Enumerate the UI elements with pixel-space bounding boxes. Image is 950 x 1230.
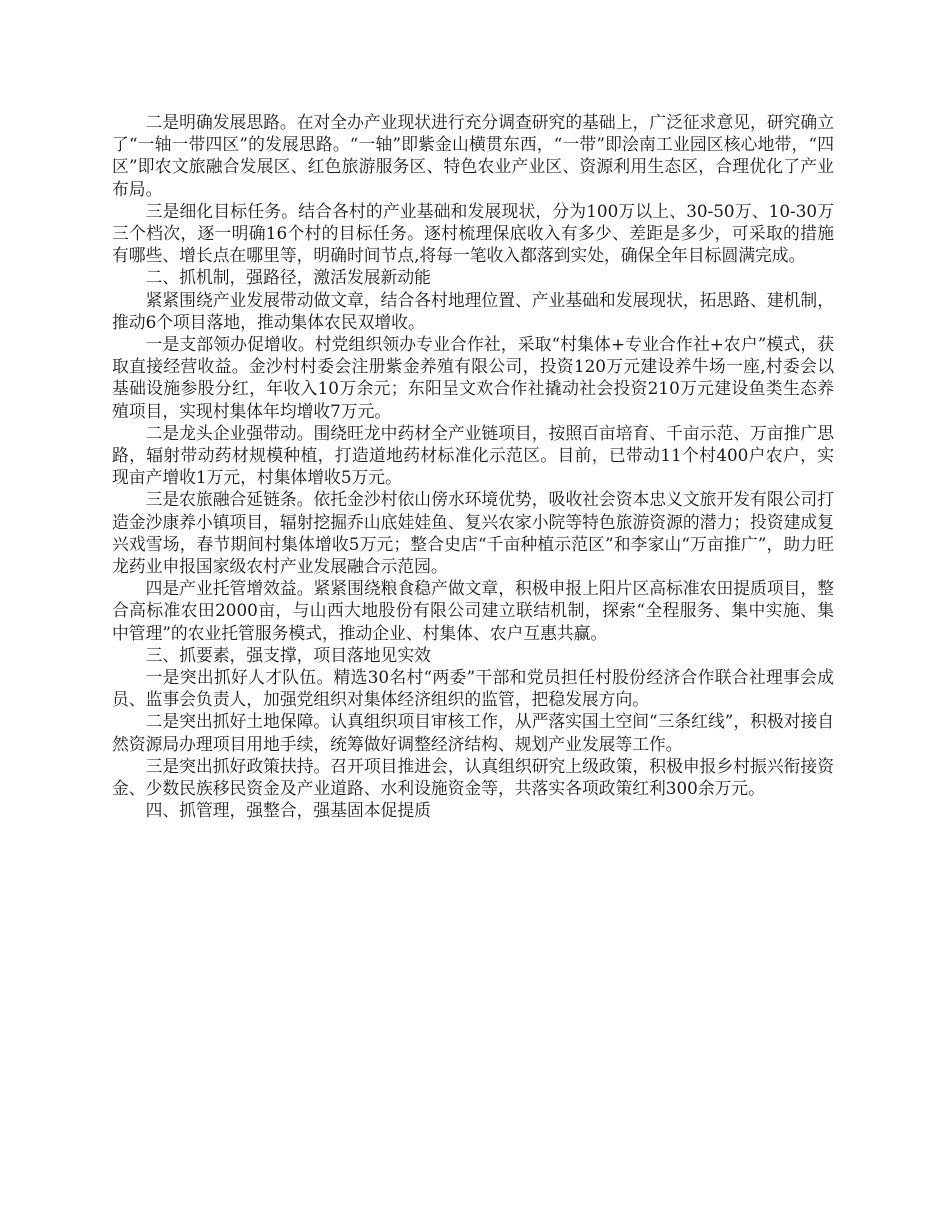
paragraph-branch-led-income: 一是支部领办促增收。村党组织领办专业合作社，采取“村集体+专业合作社+农户”模式，获取直接经营收益。金沙村村委会注册紫金养殖有限公司，投资120万元建设养牛场一座,村委会以基础设施参股分红，年收入10万余元；东阳呈文欢合作社撬动社会投资210万元建设鱼类生态养殖项目，实现村集体年均增收7万元。 — [112, 334, 834, 421]
paragraph-leading-enterprise: 二是龙头企业强带动。围绕旺龙中药材全产业链项目，按照百亩培育、千亩示范、万亩推广思路，辐射带动药材规模种植，打造道地药材标准化示范区。目前，已带动11个村400户农户，实现亩产增收1万元，村集体增收5万元。 — [112, 422, 834, 488]
paragraph-development-ideas: 二是明确发展思路。在对全办产业现状进行充分调查研究的基础上，广泛征求意见，研究确立了“一轴一带四区”的发展思路。“一轴”即紫金山横贯东西，“一带”即浍南工业园区核心地带，“四区”即农文旅融合发展区、红色旅游服务区、特色农业产业区、资源利用生态区，合理优化了产业布局。 — [112, 112, 834, 199]
paragraph-industry-driven: 紧紧围绕产业发展带动做文章，结合各村地理位置、产业基础和发展现状，拓思路、建机制，推动6个项目落地，推动集体农民双增收。 — [112, 289, 834, 332]
section-heading-elements: 三、抓要素，强支撑，项目落地见实效 — [145, 644, 431, 665]
section-heading-mechanism: 二、抓机制，强路径，激活发展新动能 — [145, 267, 431, 288]
section-heading-management: 四、抓管理，强整合，强基固本促提质 — [145, 800, 431, 821]
paragraph-policy-support: 三是突出抓好政策扶持。召开项目推进会，认真组织研究上级政策，积极申报乡村振兴衔接资金、少数民族移民资金及产业道路、水利设施资金等，共落实各项政策红利300余万元。 — [112, 755, 834, 799]
paragraph-agri-tourism: 三是农旅融合延链条。依托金沙村依山傍水环境优势，吸收社会资本忠义文旅开发有限公司打造金沙康养小镇项目，辐射挖掘乔山底娃娃鱼、复兴农家小院等特色旅游资源的潜力；投资建成复兴戏雪场，春节期间村集体增收5万元；整合史店“千亩种植示范区”和李家山“万亩推广”，助力旺龙药业申报国家级农村产业发展融合示范园。 — [112, 489, 834, 577]
document-body — [112, 111, 834, 822]
paragraph-target-tasks: 三是细化目标任务。结合各村的产业基础和发展现状，分为100万以上、30-50万、10-30万三个档次，逐一明确16个村的目标任务。逐村梳理保底收入有多少、差距是多少，可采取的措施有哪些、增长点在哪里等，明确时间节点,将每一笔收入都落到实处，确保全年目标圆满完成。 — [112, 200, 834, 266]
paragraph-industry-trusteeship: 四是产业托管增效益。紧紧围绕粮食稳产做文章，积极申报上阳片区高标准农田提质项目，整合高标准农田2000亩，与山西大地股份有限公司建立联结机制，探索“全程服务、集中实施、集中管理”的农业托管服务模式，推动企业、村集体、农户互惠共赢。 — [112, 578, 834, 643]
paragraph-land-guarantee: 二是突出抓好土地保障。认真组织项目审核工作，从严落实国土空间“三条红线”，积极对接自然资源局办理项目用地手续，统筹做好调整经济结构、规划产业发展等工作。 — [112, 711, 835, 754]
paragraph-talent-team: 一是突出抓好人才队伍。精选30名村“两委”干部和党员担任村股份经济合作联合社理事会成员、监事会负责人，加强党组织对集体经济组织的监管，把稳发展方向。 — [112, 667, 834, 710]
